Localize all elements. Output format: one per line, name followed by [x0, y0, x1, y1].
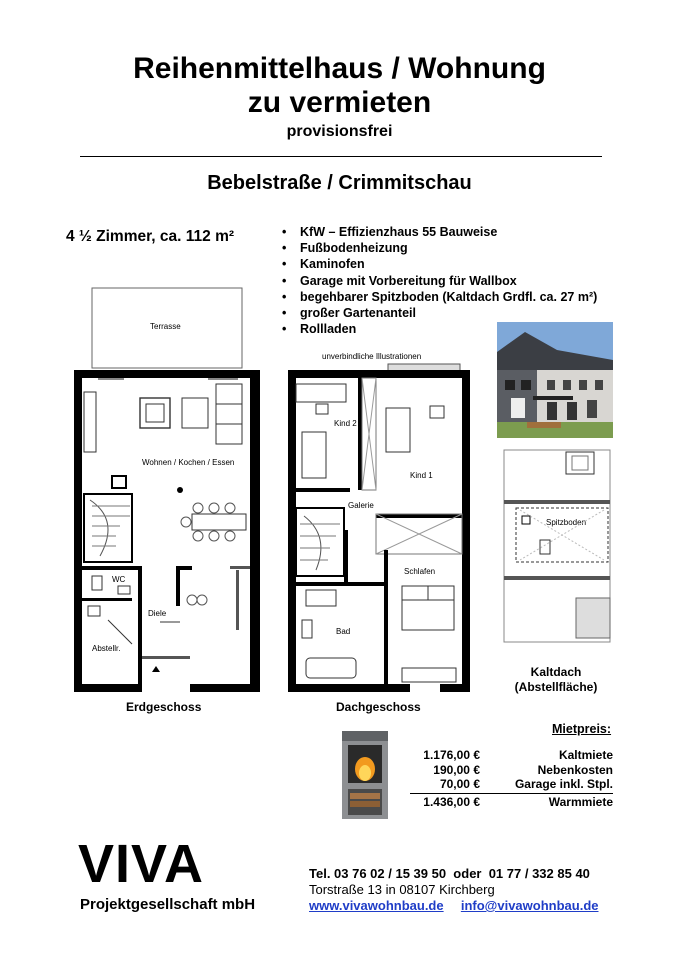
feature-item: • Fußbodenheizung	[276, 240, 597, 256]
page-title-line2: zu vermieten	[247, 86, 432, 119]
price-amount: 70,00 €	[439, 777, 480, 791]
room-summary: 4 ½ Zimmer, ca. 112 m²	[66, 228, 235, 245]
page-subtitle: provisionsfrei	[286, 123, 393, 140]
stove-photo	[338, 729, 392, 821]
price-amount: 1.176,00 €	[423, 748, 480, 762]
terrace-label: Terrasse	[150, 322, 181, 331]
feature-item: • großer Gartenanteil	[276, 305, 597, 321]
company-name: Projektgesellschaft mbH	[80, 896, 256, 913]
email-link[interactable]: info@vivawohnbau.de	[460, 898, 599, 913]
upper-floor-plan	[288, 352, 470, 692]
feature-item: • begehbarer Spitzboden (Kaltdach Grdfl. ca. 27 m²)	[276, 289, 597, 305]
address: Torstraße 13 in 08107 Kirchberg	[309, 882, 495, 897]
floor-plans	[0, 280, 679, 730]
ground-floor-caption: Erdgeschoss	[126, 700, 202, 714]
feature-item: • Garage mit Vorbereitung für Wallbox	[276, 273, 597, 289]
disclaimer-label: unverbindliche Illustrationen	[322, 352, 422, 361]
price-total-amount: 1.436,00 €	[423, 794, 480, 809]
storage-room-label: Abstellr.	[92, 644, 121, 653]
price-row	[410, 777, 613, 792]
feature-item: • Rollladen	[276, 321, 597, 337]
price-amount: 190,00 €	[433, 762, 480, 777]
attic-caption-line2: (Abstellfläche)	[514, 680, 598, 694]
price-table	[410, 748, 613, 809]
price-label: Nebenkosten	[537, 762, 613, 777]
upper-floor-caption: Dachgeschoss	[336, 700, 421, 714]
website-link[interactable]: www.vivawohnbau.de	[309, 898, 444, 913]
attic-caption-line1: Kaltdach	[530, 665, 582, 679]
price-row	[410, 748, 613, 763]
price-label: Garage inkl. Stpl.	[514, 777, 613, 791]
feature-item: • KfW – Effizienzhaus 55 Bauweise	[276, 224, 597, 240]
living-room-label: Wohnen / Kochen / Essen	[142, 458, 235, 467]
price-total-row	[410, 793, 613, 810]
price-heading: Mietpreis:	[552, 722, 612, 736]
company-logo: VIVA	[78, 834, 205, 894]
feature-item: • Kaminofen	[276, 256, 597, 272]
price-row	[410, 763, 613, 778]
ground-floor-plan	[74, 288, 260, 692]
kid2-room-label: Kind 2	[334, 419, 357, 428]
attic-plan	[504, 450, 610, 642]
phone-numbers: Tel. 03 76 02 / 15 39 50 oder 01 77 / 332 85 40	[309, 866, 590, 881]
page-title-line1: Reihenmittelhaus / Wohnung	[133, 52, 546, 85]
hall-label: Diele	[148, 609, 167, 618]
price-label: Kaltmiete	[558, 748, 613, 762]
contact-block	[309, 866, 599, 914]
street-heading: Bebelstraße / Crimmitschau	[207, 172, 472, 194]
wc-label: WC	[112, 575, 126, 584]
gallery-label: Galerie	[348, 501, 374, 510]
price-total-label: Warmmiete	[548, 794, 613, 809]
bath-label: Bad	[336, 627, 351, 636]
bedroom-label: Schlafen	[404, 567, 436, 576]
attic-room-label: Spitzboden	[546, 518, 587, 527]
divider	[80, 156, 602, 157]
kid1-room-label: Kind 1	[410, 471, 433, 480]
